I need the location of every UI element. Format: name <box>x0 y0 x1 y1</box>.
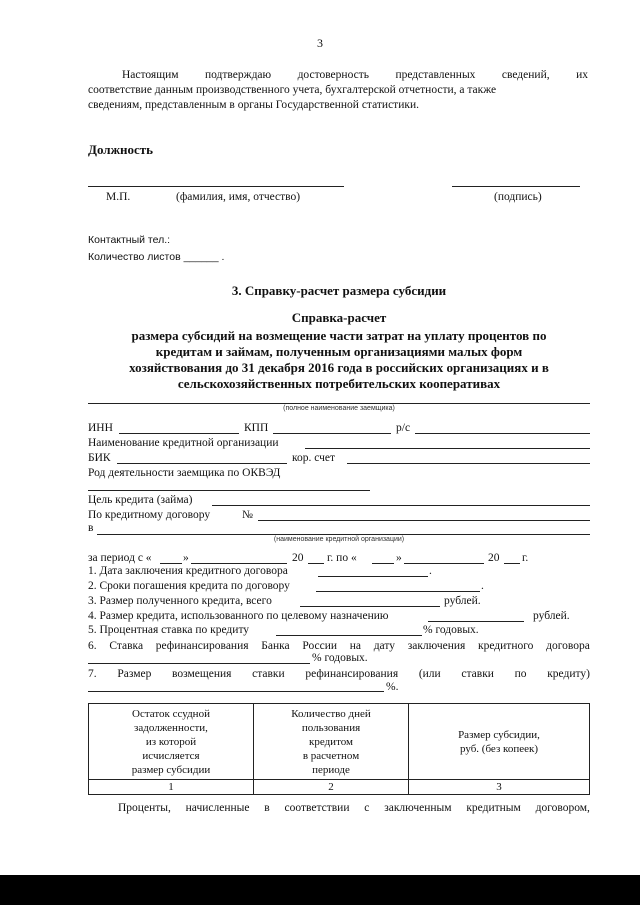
word: сведений, <box>501 69 550 81</box>
agreement-bank-field[interactable] <box>97 534 590 535</box>
word: кредитным <box>466 802 521 814</box>
word: заключенным <box>384 802 452 814</box>
signature-caption: (подпись) <box>494 191 542 203</box>
item-1-label: 1. Дата заключения кредитного договора <box>88 565 288 577</box>
header-line: из которой <box>145 735 197 748</box>
kor-schet-field[interactable] <box>347 463 590 464</box>
item-1-end: . <box>429 565 432 577</box>
page-number: 3 <box>317 36 323 50</box>
item-4-field[interactable] <box>428 621 524 622</box>
agreement-no-label: № <box>242 509 253 521</box>
scan-border <box>0 875 640 905</box>
period-g: г. <box>522 552 529 564</box>
column-number: 2 <box>254 780 409 795</box>
spravka-subtitle-2: кредитам и займам, полученным организациями малых форм <box>155 344 523 359</box>
word: ставки <box>252 668 285 680</box>
header-line: исчисляется <box>142 749 200 762</box>
word: Ставка <box>109 640 144 652</box>
word: Банка <box>261 640 290 652</box>
header-line: Остаток ссудной <box>132 707 210 720</box>
confirmation-line-1 <box>122 68 588 82</box>
word: кредитного <box>478 640 534 652</box>
credit-org-caption: (наименование кредитной организации) <box>273 536 405 543</box>
period-to: г. по « <box>327 552 357 564</box>
header-line: размер субсидии <box>131 763 211 776</box>
period-end-month-field[interactable] <box>404 563 484 564</box>
word: их <box>576 69 588 81</box>
kpp-field[interactable] <box>273 433 391 434</box>
word: договором, <box>535 802 590 814</box>
contact-label: Контактный тел.: <box>88 234 171 246</box>
item-7-field[interactable] <box>88 691 384 692</box>
item-4-label: 4. Размер кредита, использованного по целевому назначению <box>88 610 389 622</box>
inn-field[interactable] <box>119 433 239 434</box>
purpose-label: Цель кредита (займа) <box>88 494 193 506</box>
item-6-end: % годовых. <box>312 652 368 664</box>
word: Проценты, <box>118 802 171 814</box>
credit-org-label: Наименование кредитной организации <box>88 437 279 449</box>
word: в <box>264 802 270 814</box>
table-header-row <box>89 704 590 780</box>
position-label: Должность <box>88 142 154 157</box>
rs-field[interactable] <box>415 433 590 434</box>
item-4-end: рублей. <box>533 610 570 622</box>
credit-org-field[interactable] <box>305 448 590 449</box>
item-3-field[interactable] <box>300 606 440 607</box>
header-line: Размер субсидии, <box>458 728 540 741</box>
word: достоверность <box>297 69 369 81</box>
signature-line <box>452 186 580 187</box>
item-2-end: . <box>481 580 484 592</box>
okved-field[interactable] <box>88 490 370 491</box>
header-cell-balance <box>89 704 254 780</box>
column-number: 3 <box>409 780 590 795</box>
period-end-day-field[interactable] <box>372 563 394 564</box>
word: рефинансирования <box>305 668 399 680</box>
word: представленных <box>395 69 476 81</box>
period-year-2: 20 <box>488 552 500 564</box>
sheets-label: Количество листов ______ . <box>88 251 225 263</box>
period-end-year-field[interactable] <box>504 563 520 564</box>
period-quote-2: » <box>396 552 402 564</box>
section-title: 3. Справку-расчет размера субсидии <box>231 283 447 298</box>
header-line: в расчетном <box>302 749 360 762</box>
header-cell-subsidy <box>409 704 590 780</box>
bik-field[interactable] <box>117 463 287 464</box>
item-3-label: 3. Размер полученного кредита, всего <box>88 595 272 607</box>
footer-line <box>118 801 590 815</box>
confirmation-line-3: сведениям, представленным в органы Государственной статистики. <box>88 99 419 111</box>
borrower-name-line[interactable] <box>88 403 590 404</box>
item-5-label: 5. Процентная ставка по кредиту <box>88 624 250 636</box>
period-start-year-field[interactable] <box>308 563 324 564</box>
word: (или <box>418 668 441 680</box>
item-1-field[interactable] <box>318 576 428 577</box>
item-5-field[interactable] <box>276 635 422 636</box>
period-prefix: за период с « <box>88 552 152 564</box>
word: на <box>349 640 361 652</box>
spravka-subtitle-4: сельскохозяйственных потребительских кооперативах <box>177 376 501 391</box>
word: с <box>364 802 370 814</box>
header-cell-days <box>254 704 409 780</box>
item-5-end: % годовых. <box>423 624 479 636</box>
word: ставки <box>461 668 494 680</box>
word: 6. <box>88 640 97 652</box>
word: возмещения <box>172 668 232 680</box>
word: кредиту) <box>547 668 590 680</box>
item-2-field[interactable] <box>316 591 480 592</box>
word: Размер <box>117 668 152 680</box>
item-6-field[interactable] <box>88 663 310 664</box>
borrower-caption: (полное наименование заемщика) <box>283 405 395 412</box>
item-7-line <box>88 667 590 681</box>
item-7-end: %. <box>386 681 399 693</box>
subsidy-table <box>88 703 590 795</box>
kor-schet-label: кор. счет <box>292 452 336 464</box>
word: Настоящим <box>122 69 179 81</box>
word: рефинансирования <box>155 640 249 652</box>
word: 7. <box>88 668 97 680</box>
word: соответствии <box>284 802 350 814</box>
okved-label: Род деятельности заемщика по ОКВЭД <box>88 467 281 479</box>
rs-label: р/с <box>396 422 411 434</box>
fio-caption: (фамилия, имя, отчество) <box>176 191 301 203</box>
mp-label: М.П. <box>106 191 131 203</box>
header-line: пользования <box>301 721 361 734</box>
header-line: задолженности, <box>134 721 208 734</box>
spravka-subtitle-1: размера субсидий на возмещение части затрат на уплату процентов по <box>131 328 547 343</box>
word: России <box>302 640 338 652</box>
item-3-end: рублей. <box>444 595 481 607</box>
header-line: периоде <box>312 763 350 776</box>
word: заключения <box>407 640 466 652</box>
spravka-title: Справка-расчет <box>291 310 387 325</box>
fio-line <box>88 186 344 187</box>
header-line: кредитом <box>309 735 353 748</box>
in-prefix: в <box>88 522 94 534</box>
word: подтверждаю <box>204 69 272 81</box>
spravka-subtitle-3: хозяйствования до 31 декабря 2016 года в российских организациях и в <box>129 360 549 375</box>
column-number: 1 <box>89 780 254 795</box>
agreement-label: По кредитному договору <box>88 509 211 521</box>
period-year-1: 20 <box>292 552 304 564</box>
agreement-number-field[interactable] <box>258 520 590 521</box>
kpp-label: КПП <box>244 422 269 434</box>
word: по <box>514 668 527 680</box>
bik-label: БИК <box>88 452 111 464</box>
word: дату <box>373 640 395 652</box>
inn-label: ИНН <box>88 422 113 434</box>
header-line: руб. (без копеек) <box>460 742 538 755</box>
header-line: Количество дней <box>291 707 371 720</box>
confirmation-line-2: соответствие данным производственного учета, бухгалтерской отчетности, а также <box>88 84 497 96</box>
period-quote-1: » <box>183 552 189 564</box>
table-number-row <box>89 780 590 795</box>
purpose-field[interactable] <box>212 505 590 506</box>
item-2-label: 2. Сроки погашения кредита по договору <box>88 580 290 592</box>
word: договора <box>546 640 590 652</box>
word: начисленные <box>185 802 250 814</box>
